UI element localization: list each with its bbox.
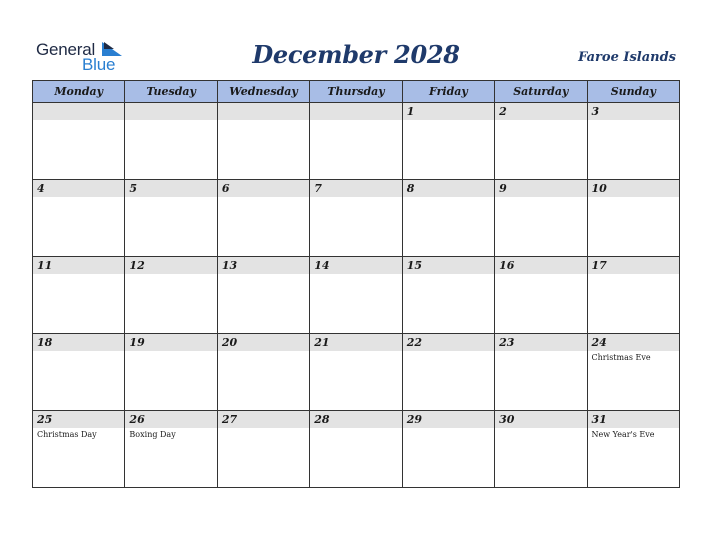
holiday-label <box>218 351 309 353</box>
holiday-label <box>310 120 401 122</box>
day-number: 25 <box>33 411 124 428</box>
holiday-label <box>218 428 309 430</box>
day-number: 21 <box>310 334 401 351</box>
day-cell <box>495 411 587 488</box>
weekday-header: Thursday <box>310 81 402 103</box>
week-row <box>33 411 680 488</box>
holiday-label <box>33 351 124 353</box>
day-cell <box>125 257 217 334</box>
day-number: 8 <box>403 180 494 197</box>
day-cell <box>33 103 125 180</box>
day-cell <box>587 180 679 257</box>
day-number <box>33 103 124 120</box>
day-number: 2 <box>495 103 586 120</box>
logo-text-blue: Blue <box>82 55 116 74</box>
day-number: 9 <box>495 180 586 197</box>
holiday-label <box>218 197 309 199</box>
day-cell <box>310 103 402 180</box>
weekday-header: Saturday <box>495 81 587 103</box>
day-number: 16 <box>495 257 586 274</box>
weekday-header: Wednesday <box>217 81 309 103</box>
day-cell <box>495 180 587 257</box>
day-cell <box>310 411 402 488</box>
day-number: 18 <box>33 334 124 351</box>
logo-text-general: General <box>36 40 96 59</box>
day-number: 6 <box>218 180 309 197</box>
day-cell <box>217 103 309 180</box>
holiday-label <box>588 197 679 199</box>
week-row <box>33 334 680 411</box>
holiday-label <box>310 351 401 353</box>
day-number: 31 <box>588 411 679 428</box>
day-cell <box>33 334 125 411</box>
day-number: 27 <box>218 411 309 428</box>
day-cell <box>310 257 402 334</box>
day-number: 20 <box>218 334 309 351</box>
day-number: 1 <box>403 103 494 120</box>
day-cell <box>217 334 309 411</box>
day-number: 22 <box>403 334 494 351</box>
day-cell <box>125 334 217 411</box>
holiday-label <box>495 351 586 353</box>
day-number: 24 <box>588 334 679 351</box>
day-cell <box>587 103 679 180</box>
day-cell <box>217 411 309 488</box>
holiday-label <box>33 120 124 122</box>
holiday-label <box>33 197 124 199</box>
holiday-label <box>403 197 494 199</box>
holiday-label <box>403 120 494 122</box>
holiday-label <box>495 428 586 430</box>
day-cell <box>495 257 587 334</box>
weekday-header: Tuesday <box>125 81 217 103</box>
holiday-label <box>588 120 679 122</box>
day-cell <box>125 180 217 257</box>
day-cell <box>495 103 587 180</box>
week-row <box>33 257 680 334</box>
day-cell <box>402 411 494 488</box>
holiday-label <box>495 120 586 122</box>
holiday-label <box>310 428 401 430</box>
month-calendar <box>32 80 680 488</box>
day-number: 3 <box>588 103 679 120</box>
week-row <box>33 103 680 180</box>
holiday-label: Christmas Day <box>37 430 97 439</box>
day-cell <box>125 411 217 488</box>
day-cell <box>495 334 587 411</box>
day-cell <box>402 103 494 180</box>
week-row <box>33 180 680 257</box>
holiday-label <box>403 428 494 430</box>
day-number: 26 <box>125 411 216 428</box>
day-cell <box>33 411 125 488</box>
calendar-body <box>33 103 680 488</box>
day-number: 19 <box>125 334 216 351</box>
day-number: 12 <box>125 257 216 274</box>
day-cell <box>125 103 217 180</box>
day-number: 17 <box>588 257 679 274</box>
holiday-label <box>403 351 494 353</box>
holiday-label <box>495 274 586 276</box>
region-label: Faroe Islands <box>578 50 676 65</box>
holiday-label <box>310 274 401 276</box>
day-cell <box>587 334 679 411</box>
weekday-header: Friday <box>402 81 494 103</box>
day-number <box>310 103 401 120</box>
day-number: 14 <box>310 257 401 274</box>
holiday-label <box>495 197 586 199</box>
weekday-header-row <box>33 81 680 103</box>
holiday-label <box>125 351 216 353</box>
day-cell <box>587 411 679 488</box>
day-number <box>218 103 309 120</box>
holiday-label: Christmas Eve <box>591 353 651 362</box>
holiday-label <box>218 274 309 276</box>
day-number: 5 <box>125 180 216 197</box>
day-cell <box>402 334 494 411</box>
holiday-label <box>125 274 216 276</box>
day-cell <box>33 257 125 334</box>
day-number: 4 <box>33 180 124 197</box>
day-number: 10 <box>588 180 679 197</box>
holiday-label <box>33 274 124 276</box>
day-number <box>125 103 216 120</box>
day-number: 28 <box>310 411 401 428</box>
day-number: 13 <box>218 257 309 274</box>
day-cell <box>587 257 679 334</box>
day-cell <box>217 180 309 257</box>
holiday-label <box>588 274 679 276</box>
holiday-label: New Year's Eve <box>591 430 655 439</box>
day-cell <box>33 180 125 257</box>
weekday-header: Monday <box>33 81 125 103</box>
day-number: 30 <box>495 411 586 428</box>
day-cell <box>217 257 309 334</box>
holiday-label: Boxing Day <box>129 430 176 439</box>
day-number: 15 <box>403 257 494 274</box>
holiday-label <box>310 197 401 199</box>
holiday-label <box>403 274 494 276</box>
holiday-label <box>125 197 216 199</box>
day-number: 7 <box>310 180 401 197</box>
day-number: 23 <box>495 334 586 351</box>
calendar-title: December 2028 <box>252 40 460 69</box>
day-cell <box>310 334 402 411</box>
holiday-label <box>218 120 309 122</box>
holiday-label <box>125 120 216 122</box>
day-cell <box>310 180 402 257</box>
weekday-header: Sunday <box>587 81 679 103</box>
day-cell <box>402 180 494 257</box>
day-number: 29 <box>403 411 494 428</box>
day-number: 11 <box>33 257 124 274</box>
day-cell <box>402 257 494 334</box>
